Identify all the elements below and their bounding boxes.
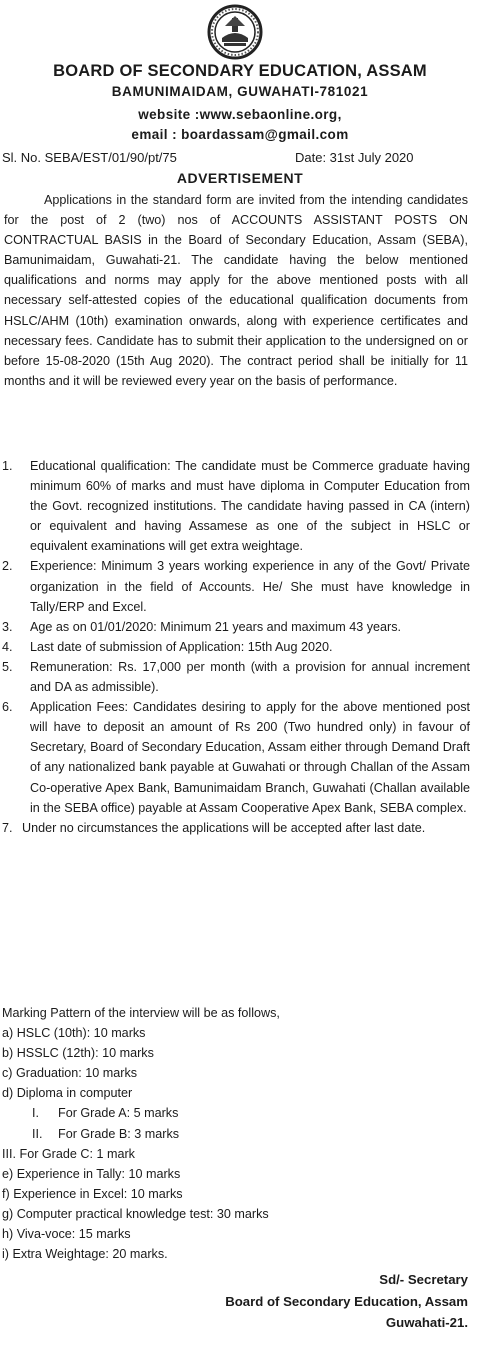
marking-pattern — [2, 1003, 472, 1264]
list-item — [0, 818, 470, 838]
item-text: Under no circumstances the applications will be accepted after last date. — [22, 820, 426, 835]
subitem-number: II. — [32, 1126, 43, 1141]
reference-date: Date: 31st July 2020 — [295, 150, 414, 165]
intro-paragraph: Applications in the standard form are invited from the intending candidates for the post of 2 (two) nos of ACCOUNTS ASSISTANT POSTS ON CONTRACTUAL BASIS in the Board of Secondary Education, Assam (SEBA), Bamunimaidam, Guwahati-21. The candidate having the below mentioned qualifications and norms may apply for the above mentioned posts with all necessary self-attested copies of the educational qualification documents from HSLC/AHM (10th) examination onwards, along with experience certificates and necessary fees. Candidate has to submit their application to the undersigned on or before 15-08-2020 (15th Aug 2020). The contract period shall be initially for 11 months and it will be reviewed every year on the basis of performance. — [4, 193, 468, 388]
reference-number: Sl. No. SEBA/EST/01/90/pt/75 — [2, 150, 177, 165]
item-text: Application Fees: Candidates desiring to apply for the above mentioned post will have to deposit an amount of Rs 200 (Two hundred only) in favour of Secretary, Board of Secondary Education, Assam either through Demand Draft of any nationalized bank payable at Guwahati or through Challan of the Assam Co-operative Apex Bank, Bamunimaidam Branch, Guwahati (Challan available in the SEBA office) payable at Assam Cooperative Apex Bank, SEBA complex. — [30, 700, 470, 815]
marking-item-practical: g) Computer practical knowledge test: 30 marks — [2, 1206, 269, 1221]
marking-subitem-grade-b — [2, 1124, 472, 1144]
item-number: 4. — [2, 639, 13, 654]
item-number: 2. — [2, 559, 13, 574]
marking-subitem-grade-c: III. For Grade C: 1 mark — [2, 1146, 135, 1161]
marking-item-hsslc: b) HSSLC (12th): 10 marks — [2, 1046, 154, 1061]
signature-place: Guwahati-21. — [385, 1315, 468, 1330]
seba-emblem-icon — [207, 4, 263, 60]
organization-address: BAMUNIMAIDAM, GUWAHATI-781021 — [111, 84, 369, 99]
list-item — [0, 637, 470, 657]
list-item — [0, 697, 470, 818]
item-text: Last date of submission of Application: 15th Aug 2020. — [30, 639, 333, 654]
eligibility-list — [0, 456, 470, 838]
marking-item-diploma: d) Diploma in computer — [2, 1086, 133, 1101]
subitem-text: For Grade A: 5 marks — [58, 1106, 179, 1121]
item-number: 5. — [2, 659, 13, 674]
item-number: 6. — [2, 700, 13, 715]
organization-name: BOARD OF SECONDARY EDUCATION, ASSAM — [53, 62, 427, 80]
marking-heading: Marking Pattern of the interview will be as follows, — [2, 1006, 280, 1020]
marking-item-weightage: i) Extra Weightage: 20 marks. — [2, 1247, 168, 1262]
advertisement-title: ADVERTISEMENT — [176, 170, 304, 186]
marking-subitem-grade-a — [2, 1103, 472, 1123]
marking-item-viva: h) Viva-voce: 15 marks — [2, 1227, 131, 1242]
marking-item-hslc: a) HSLC (10th): 10 marks — [2, 1026, 146, 1041]
list-item — [0, 456, 470, 556]
item-number: 1. — [2, 459, 13, 473]
marking-item-graduation: c) Graduation: 10 marks — [2, 1066, 138, 1081]
organization-website: website :www.sebaonline.org, — [138, 107, 342, 122]
item-text: Educational qualification: The candidate must be Commerce graduate having minimum 60% of marks and must have diploma in Computer Education from the Govt. recognized institutions. The candidate having passed in CA (intern) or equivalent and having Assamese as one of the subject in HSLC or equivalent examinations will get extra weightage. — [30, 459, 470, 554]
subitem-text: For Grade B: 3 marks — [58, 1126, 180, 1141]
list-item — [0, 617, 470, 637]
item-text: Age as on 01/01/2020: Minimum 21 years and maximum 43 years. — [30, 619, 402, 634]
list-item — [0, 556, 470, 616]
subitem-number: I. — [32, 1106, 39, 1121]
list-item — [0, 657, 470, 697]
signature-organization: Board of Secondary Education, Assam — [225, 1294, 468, 1309]
item-number: 3. — [2, 619, 13, 634]
item-number: 7. — [2, 820, 13, 835]
signature-line: Sd/- Secretary — [379, 1272, 468, 1287]
item-text: Remuneration: Rs. 17,000 per month (with a provision for annual increment and DA as admissible). — [30, 659, 470, 695]
marking-item-excel: f) Experience in Excel: 10 marks — [2, 1186, 183, 1201]
organization-email: email : boardassam@gmail.com — [131, 127, 349, 142]
marking-item-tally: e) Experience in Tally: 10 marks — [2, 1166, 181, 1181]
item-text: Experience: Minimum 3 years working experience in any of the Govt/ Private organization in the field of Accounts. He/ She must have knowledge in Tally/ERP and Excel. — [30, 559, 470, 614]
